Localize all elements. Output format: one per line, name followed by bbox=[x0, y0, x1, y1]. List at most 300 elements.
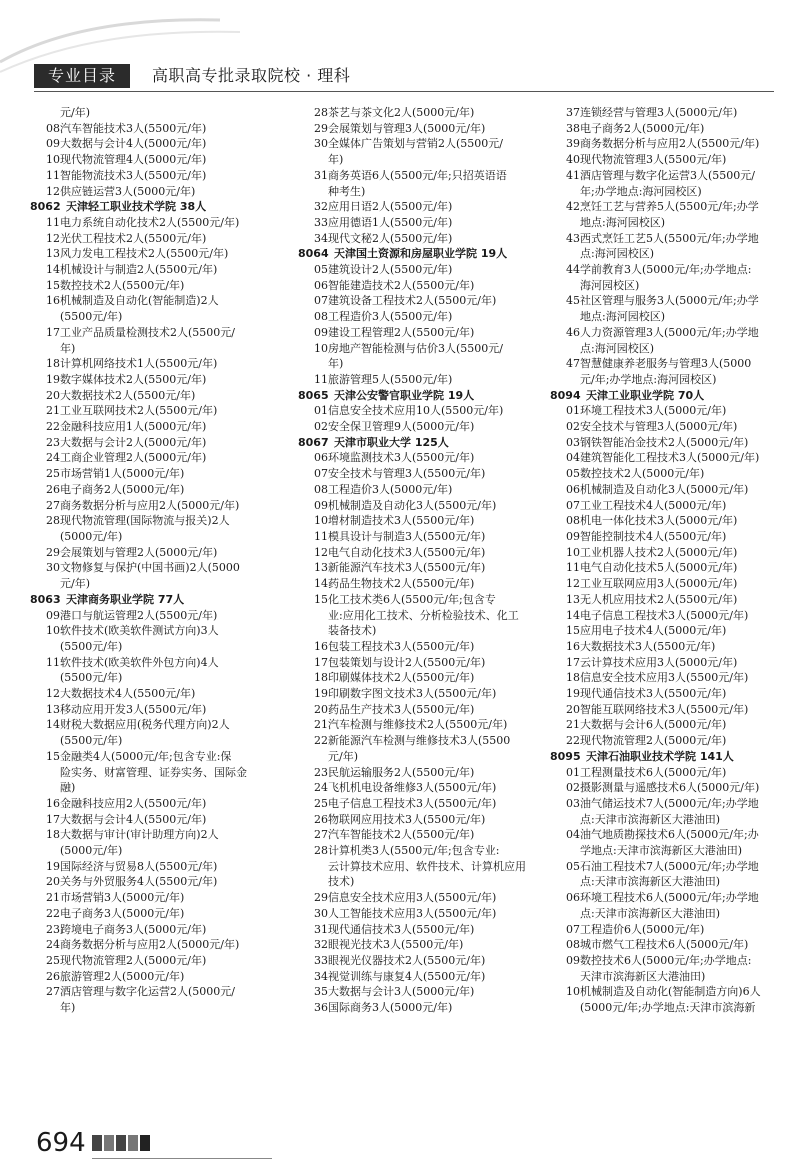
major-code: 46 bbox=[566, 325, 580, 339]
major-text: 大数据与会计4人(5500元/年) bbox=[60, 812, 207, 826]
major-code: 18 bbox=[46, 828, 60, 842]
major-entry bbox=[298, 953, 536, 969]
major-entry bbox=[30, 545, 270, 561]
major-code: 23 bbox=[314, 765, 328, 779]
major-code: 22 bbox=[46, 906, 60, 920]
major-code: 28 bbox=[46, 514, 60, 528]
major-entry bbox=[30, 482, 270, 498]
major-text: 机电一体化技术3人(5000元/年) bbox=[580, 514, 738, 528]
major-code: 17 bbox=[566, 655, 580, 669]
major-entry bbox=[30, 121, 270, 137]
major-code: 30 bbox=[314, 906, 328, 920]
major-text: 工程测量技术6人(5000元/年) bbox=[580, 765, 727, 779]
major-code: 17 bbox=[46, 812, 60, 826]
major-text: 现代文秘2人(5500元/年) bbox=[328, 231, 453, 245]
major-text: 学前教育3人(5000元/年;办学地点: bbox=[580, 263, 752, 277]
major-code: 27 bbox=[314, 828, 328, 842]
major-entry bbox=[298, 231, 536, 247]
major-text-continuation: 元/年) bbox=[60, 106, 90, 119]
major-code: 21 bbox=[566, 718, 580, 732]
school-name: 天津石油职业技术学院 141人 bbox=[586, 749, 734, 763]
major-entry bbox=[550, 136, 790, 152]
major-code: 18 bbox=[46, 357, 60, 371]
major-text: 安全技术与管理3人(5500元/年) bbox=[328, 467, 486, 481]
major-code: 01 bbox=[314, 404, 328, 418]
major-entry bbox=[550, 168, 790, 184]
major-entry bbox=[550, 262, 790, 278]
major-code: 10 bbox=[46, 153, 60, 167]
major-code: 05 bbox=[314, 263, 328, 277]
major-text: 软件技术(欧美软件测试方向)3人 bbox=[60, 624, 219, 638]
major-entry bbox=[30, 812, 270, 828]
major-code: 19 bbox=[314, 687, 328, 701]
major-code: 29 bbox=[46, 545, 60, 559]
major-text: 关务与外贸服务4人(5500元/年) bbox=[60, 875, 218, 889]
major-text-continuation: (5500元/年) bbox=[60, 671, 123, 685]
major-text: 电力系统自动化技术2人(5500元/年) bbox=[60, 215, 240, 229]
major-code: 29 bbox=[314, 891, 328, 905]
major-text: 现代通信技术3人(5500元/年) bbox=[580, 687, 727, 701]
major-code: 14 bbox=[46, 718, 60, 732]
major-text: 现代物流管理(国际物流与报关)2人 bbox=[60, 514, 230, 528]
major-code: 15 bbox=[314, 592, 328, 606]
major-text: 印刷媒体技术2人(5500元/年) bbox=[328, 671, 475, 685]
school-code: 8067 bbox=[298, 435, 329, 449]
major-code: 10 bbox=[314, 341, 328, 355]
major-entry bbox=[550, 608, 790, 624]
major-code: 24 bbox=[46, 451, 60, 465]
major-entry bbox=[30, 906, 270, 922]
major-entry bbox=[298, 984, 536, 1000]
major-code: 22 bbox=[46, 420, 60, 434]
major-text: 环境监测技术3人(5500元/年) bbox=[328, 451, 475, 465]
major-code: 08 bbox=[314, 482, 328, 496]
major-text: 计算机网络技术1人(5500元/年) bbox=[60, 357, 218, 371]
major-code: 41 bbox=[566, 168, 580, 182]
major-text: 化工技术类6人(5500元/年;包含专 bbox=[328, 592, 496, 606]
major-text: 工程造价3人(5000元/年) bbox=[328, 482, 453, 496]
major-text: 跨境电子商务3人(5000元/年) bbox=[60, 922, 207, 936]
major-code: 33 bbox=[314, 953, 328, 967]
major-entry bbox=[298, 843, 536, 859]
major-entry bbox=[30, 435, 270, 451]
major-code: 21 bbox=[46, 404, 60, 418]
major-entry bbox=[298, 890, 536, 906]
major-text: 信息安全技术应用3人(5500元/年) bbox=[328, 891, 497, 905]
major-text-continuation: 点:海河园校区) bbox=[580, 247, 654, 261]
major-code: 34 bbox=[314, 969, 328, 983]
major-code: 11 bbox=[46, 655, 60, 669]
major-entry bbox=[298, 262, 536, 278]
major-code: 06 bbox=[314, 451, 328, 465]
major-entry bbox=[30, 372, 270, 388]
school-code: 8095 bbox=[550, 749, 581, 763]
major-text: 药品生物技术2人(5500元/年) bbox=[328, 577, 475, 591]
major-code: 20 bbox=[46, 875, 60, 889]
major-code: 11 bbox=[46, 168, 60, 182]
major-code: 25 bbox=[46, 467, 60, 481]
major-text: 工业机器人技术2人(5000元/年) bbox=[580, 545, 738, 559]
major-text-continuation: 地点:海河园校区) bbox=[580, 310, 665, 324]
column-right bbox=[550, 105, 790, 1016]
major-text: 增材制造技术3人(5500元/年) bbox=[328, 514, 475, 528]
major-text-continuation: 元/年;办学地点:海河园校区) bbox=[580, 372, 717, 386]
major-text: 智能物流技术3人(5500元/年) bbox=[60, 168, 207, 182]
major-text: 环境工程技术3人(5000元/年) bbox=[580, 404, 727, 418]
major-entry bbox=[30, 231, 270, 247]
major-text: 油气储运技术7人(5000元/年;办学地 bbox=[580, 796, 759, 810]
major-code: 24 bbox=[314, 781, 328, 795]
major-text: 物联网应用技术3人(5500元/年) bbox=[328, 812, 486, 826]
major-entry bbox=[298, 498, 536, 514]
major-entry bbox=[550, 623, 790, 639]
major-text-continuation: (5000元/年;办学地点:天津市滨海新 bbox=[580, 1001, 756, 1015]
major-text-continuation: 装备技术) bbox=[328, 624, 377, 638]
major-text: 文物修复与保护(中国书画)2人(5000 bbox=[60, 561, 240, 575]
major-text: 建筑智能化工程技术3人(5000元/年) bbox=[580, 451, 760, 465]
header-title: 高职高专批录取院校 · 理科 bbox=[152, 66, 351, 85]
major-text-continuation: 点:天津市滨海新区大港油田) bbox=[580, 875, 720, 889]
major-code: 30 bbox=[46, 561, 60, 575]
major-entry bbox=[298, 686, 536, 702]
major-text-continuation: 云计算技术应用、软件技术、计算机应用 bbox=[328, 859, 526, 873]
major-text: 电子商务2人(5000元/年) bbox=[60, 482, 185, 496]
school-name: 天津公安警官职业学院 19人 bbox=[334, 388, 475, 402]
major-code: 07 bbox=[566, 922, 580, 936]
page-number-decoration bbox=[92, 1133, 150, 1153]
major-text-continuation: 点:天津市滨海新区大港油田) bbox=[580, 906, 720, 920]
major-code: 14 bbox=[314, 577, 328, 591]
major-entry bbox=[550, 152, 790, 168]
major-code: 07 bbox=[314, 467, 328, 481]
major-code: 10 bbox=[566, 985, 580, 999]
footer-rule bbox=[92, 1158, 272, 1159]
major-text: 数字媒体技术2人(5500元/年) bbox=[60, 372, 207, 386]
major-code: 01 bbox=[566, 404, 580, 418]
school-heading bbox=[298, 388, 536, 404]
major-code: 26 bbox=[46, 482, 60, 496]
major-entry bbox=[30, 356, 270, 372]
major-entry bbox=[550, 796, 790, 812]
major-code: 04 bbox=[566, 451, 580, 465]
major-text: 智慧健康养老服务与管理3人(5000 bbox=[580, 357, 752, 371]
major-entry bbox=[298, 372, 536, 388]
major-entry bbox=[30, 498, 270, 514]
major-text: 模具设计与制造3人(5500元/年) bbox=[328, 529, 486, 543]
major-code: 14 bbox=[566, 608, 580, 622]
major-text: 西式烹饪工艺5人(5500元/年;办学地 bbox=[580, 231, 759, 245]
major-text-continuation: 地点:海河园校区) bbox=[580, 215, 665, 229]
major-text-continuation: 技术) bbox=[328, 875, 355, 889]
major-text: 会展策划与管理3人(5000元/年) bbox=[328, 121, 486, 135]
major-code: 16 bbox=[566, 639, 580, 653]
major-text: 酒店管理与数字化运营3人(5500元/ bbox=[580, 168, 755, 182]
major-entry bbox=[298, 466, 536, 482]
major-text-continuation: 天津市滨海新区大港油田) bbox=[580, 969, 706, 983]
major-text: 茶艺与茶文化2人(5000元/年) bbox=[328, 106, 475, 119]
school-heading bbox=[30, 199, 270, 215]
major-entry bbox=[550, 293, 790, 309]
major-code: 35 bbox=[314, 985, 328, 999]
major-entry bbox=[298, 545, 536, 561]
major-entry bbox=[298, 639, 536, 655]
major-text: 工程造价6人(5000元/年) bbox=[580, 922, 705, 936]
major-code: 16 bbox=[314, 639, 328, 653]
major-entry bbox=[30, 466, 270, 482]
major-code: 02 bbox=[566, 781, 580, 795]
major-entry bbox=[30, 874, 270, 890]
major-entry bbox=[298, 969, 536, 985]
major-code: 05 bbox=[566, 467, 580, 481]
major-text-continuation: 业:应用化工技术、分析检验技术、化工 bbox=[328, 608, 519, 622]
major-code: 42 bbox=[566, 200, 580, 214]
major-text: 电子信息工程技术3人(5000元/年) bbox=[580, 608, 749, 622]
major-text: 信息安全技术应用10人(5500元/年) bbox=[328, 404, 504, 418]
major-text: 工商企业管理2人(5000元/年) bbox=[60, 451, 207, 465]
major-code: 40 bbox=[566, 153, 580, 167]
major-entry bbox=[30, 293, 270, 309]
major-entry bbox=[298, 560, 536, 576]
major-text: 应用电子技术4人(5000元/年) bbox=[580, 624, 727, 638]
major-text-continuation: (5000元/年) bbox=[60, 844, 123, 858]
major-entry bbox=[550, 639, 790, 655]
school-name: 天津商务职业学院 77人 bbox=[66, 592, 185, 606]
major-entry bbox=[550, 545, 790, 561]
major-entry bbox=[298, 1000, 536, 1016]
major-entry bbox=[298, 136, 536, 152]
major-text-continuation: 元/年) bbox=[328, 749, 358, 763]
major-text: 机械制造及自动化3人(5500元/年) bbox=[328, 498, 497, 512]
major-code: 06 bbox=[566, 482, 580, 496]
major-entry bbox=[30, 403, 270, 419]
major-text: 旅游管理2人(5000元/年) bbox=[60, 969, 185, 983]
major-text: 工业产品质量检测技术2人(5500元/ bbox=[60, 325, 235, 339]
major-text: 新能源汽车技术3人(5500元/年) bbox=[328, 561, 486, 575]
major-entry bbox=[30, 686, 270, 702]
major-text: 数控技术6人(5000元/年;办学地点: bbox=[580, 953, 752, 967]
major-text-continuation: 点:天津市滨海新区大港油田) bbox=[580, 812, 720, 826]
major-entry bbox=[30, 388, 270, 404]
major-code: 09 bbox=[46, 137, 60, 151]
school-name: 天津工业职业学院 70人 bbox=[586, 388, 705, 402]
major-code: 21 bbox=[46, 891, 60, 905]
major-text: 机械制造及自动化3人(5000元/年) bbox=[580, 482, 749, 496]
major-text: 眼视光技术3人(5500元/年) bbox=[328, 938, 464, 952]
major-code: 08 bbox=[566, 514, 580, 528]
major-entry bbox=[298, 215, 536, 231]
major-entry bbox=[550, 482, 790, 498]
major-text: 电气自动化技术3人(5500元/年) bbox=[328, 545, 486, 559]
major-text: 大数据与会计4人(5000元/年) bbox=[60, 137, 207, 151]
major-entry bbox=[550, 670, 790, 686]
major-text: 人工智能技术应用3人(5500元/年) bbox=[328, 906, 497, 920]
major-code: 02 bbox=[566, 420, 580, 434]
major-entry bbox=[30, 419, 270, 435]
major-entry bbox=[298, 796, 536, 812]
school-heading bbox=[30, 592, 270, 608]
major-text: 智能互联网络技术3人(5500元/年) bbox=[580, 702, 749, 716]
major-code: 32 bbox=[314, 938, 328, 952]
major-text: 现代物流管理4人(5000元/年) bbox=[60, 153, 207, 167]
major-text: 市场营销1人(5000元/年) bbox=[60, 467, 185, 481]
major-entry bbox=[550, 984, 790, 1000]
major-text: 国际商务3人(5000元/年) bbox=[328, 1001, 453, 1015]
major-text: 建筑设计2人(5500元/年) bbox=[328, 263, 453, 277]
major-text-continuation: 种考生) bbox=[328, 184, 366, 198]
major-code: 10 bbox=[314, 514, 328, 528]
major-text: 数控技术2人(5000元/年) bbox=[580, 467, 705, 481]
major-code: 22 bbox=[314, 734, 328, 748]
major-text: 信息安全技术应用3人(5500元/年) bbox=[580, 671, 749, 685]
school-heading bbox=[298, 246, 536, 262]
major-text-continuation: 学地点:天津市滨海新区大港油田) bbox=[580, 844, 742, 858]
major-entry bbox=[550, 576, 790, 592]
major-text-continuation: (5500元/年) bbox=[60, 639, 123, 653]
section-tag: 专业目录 bbox=[34, 64, 130, 88]
major-text: 人力资源管理3人(5000元/年;办学地 bbox=[580, 325, 759, 339]
page-number: 694 bbox=[36, 1128, 86, 1158]
major-text: 汽车智能技术2人(5500元/年) bbox=[328, 828, 475, 842]
major-code: 12 bbox=[46, 687, 60, 701]
major-text: 城市燃气工程技术6人(5000元/年) bbox=[580, 938, 749, 952]
major-text: 工业互联网技术2人(5500元/年) bbox=[60, 404, 218, 418]
major-code: 12 bbox=[46, 184, 60, 198]
major-text: 大数据与会计2人(5000元/年) bbox=[60, 435, 207, 449]
major-text: 计算机类3人(5500元/年;包含专业: bbox=[328, 844, 500, 858]
major-entry bbox=[30, 136, 270, 152]
major-entry bbox=[298, 513, 536, 529]
major-code: 25 bbox=[46, 953, 60, 967]
major-code: 33 bbox=[314, 215, 328, 229]
major-entry bbox=[30, 262, 270, 278]
major-entry bbox=[298, 482, 536, 498]
major-text: 电气自动化技术5人(5000元/年) bbox=[580, 561, 738, 575]
major-entry bbox=[30, 278, 270, 294]
major-entry bbox=[550, 780, 790, 796]
major-entry bbox=[30, 184, 270, 200]
major-code: 14 bbox=[46, 263, 60, 277]
major-entry bbox=[298, 702, 536, 718]
major-entry bbox=[298, 419, 536, 435]
major-entry bbox=[298, 293, 536, 309]
major-code: 36 bbox=[314, 1001, 328, 1015]
major-code: 12 bbox=[566, 577, 580, 591]
major-entry bbox=[30, 827, 270, 843]
major-code: 30 bbox=[314, 137, 328, 151]
major-entry bbox=[550, 686, 790, 702]
major-text: 民航运输服务2人(5500元/年) bbox=[328, 765, 475, 779]
major-text-continuation: 海河园校区) bbox=[580, 278, 640, 292]
major-text: 飞机机电设备维修3人(5500元/年) bbox=[328, 781, 497, 795]
major-text: 大数据技术3人(5500元/年) bbox=[580, 639, 716, 653]
major-text: 会展策划与管理2人(5000元/年) bbox=[60, 545, 218, 559]
major-text: 机械设计与制造2人(5500元/年) bbox=[60, 263, 218, 277]
major-text: 光伏工程技术2人(5500元/年) bbox=[60, 231, 207, 245]
major-entry bbox=[550, 592, 790, 608]
major-text-continuation: (5500元/年) bbox=[60, 734, 123, 748]
major-code: 20 bbox=[566, 702, 580, 716]
major-text: 社区管理与服务3人(5000元/年;办学 bbox=[580, 294, 759, 308]
major-entry bbox=[30, 702, 270, 718]
major-entry bbox=[30, 969, 270, 985]
major-text: 电子商务3人(5000元/年) bbox=[60, 906, 185, 920]
major-text: 应用日语2人(5500元/年) bbox=[328, 200, 453, 214]
major-code: 26 bbox=[314, 812, 328, 826]
major-entry bbox=[550, 922, 790, 938]
major-code: 20 bbox=[314, 702, 328, 716]
major-text-continuation: 点:海河园校区) bbox=[580, 341, 654, 355]
major-code: 23 bbox=[46, 435, 60, 449]
school-code: 8062 bbox=[30, 200, 61, 214]
major-entry bbox=[550, 403, 790, 419]
major-entry bbox=[550, 105, 790, 121]
major-text: 国际经济与贸易8人(5500元/年) bbox=[60, 859, 218, 873]
major-entry bbox=[30, 450, 270, 466]
major-text: 应用德语1人(5500元/年) bbox=[328, 215, 453, 229]
major-code: 20 bbox=[46, 388, 60, 402]
major-entry bbox=[550, 435, 790, 451]
major-code: 04 bbox=[566, 828, 580, 842]
major-entry bbox=[298, 733, 536, 749]
major-entry bbox=[298, 199, 536, 215]
major-entry bbox=[550, 121, 790, 137]
major-text: 现代物流管理2人(5000元/年) bbox=[60, 953, 207, 967]
major-entry bbox=[30, 922, 270, 938]
major-code: 32 bbox=[314, 200, 328, 214]
major-code: 39 bbox=[566, 137, 580, 151]
major-text: 汽车智能技术3人(5500元/年) bbox=[60, 121, 207, 135]
major-text: 现代通信技术3人(5500元/年) bbox=[328, 922, 475, 936]
major-entry bbox=[30, 953, 270, 969]
major-entry bbox=[298, 670, 536, 686]
major-text-continuation: 年;办学地点:海河园校区) bbox=[580, 184, 702, 198]
major-text: 金融类4人(5000元/年;包含专业:保 bbox=[60, 749, 232, 763]
major-entry bbox=[550, 702, 790, 718]
major-code: 16 bbox=[46, 796, 60, 810]
major-entry bbox=[550, 513, 790, 529]
school-heading bbox=[550, 388, 790, 404]
major-code: 26 bbox=[46, 969, 60, 983]
major-entry bbox=[298, 655, 536, 671]
major-text: 无人机应用技术2人(5500元/年) bbox=[580, 592, 738, 606]
major-code: 13 bbox=[46, 247, 60, 261]
major-code: 08 bbox=[314, 310, 328, 324]
major-entry bbox=[30, 152, 270, 168]
major-text-continuation: 融) bbox=[60, 781, 76, 795]
major-code: 45 bbox=[566, 294, 580, 308]
major-entry bbox=[550, 937, 790, 953]
major-entry bbox=[298, 450, 536, 466]
column-left bbox=[30, 105, 270, 1016]
major-text: 港口与航运管理2人(5500元/年) bbox=[60, 608, 218, 622]
major-entry bbox=[30, 560, 270, 576]
major-code: 38 bbox=[566, 121, 580, 135]
major-text: 烹饪工艺与营养5人(5500元/年;办学 bbox=[580, 200, 759, 214]
major-entry bbox=[298, 309, 536, 325]
major-code: 15 bbox=[46, 278, 60, 292]
major-entry bbox=[30, 246, 270, 262]
major-code: 18 bbox=[314, 671, 328, 685]
major-text: 油气地质勘探技术6人(5000元/年;办 bbox=[580, 828, 759, 842]
major-entry bbox=[298, 922, 536, 938]
major-entry bbox=[550, 356, 790, 372]
major-text-continuation: 元/年) bbox=[60, 577, 90, 591]
major-text: 金融科技应用1人(5000元/年) bbox=[60, 420, 207, 434]
major-text: 大数据技术4人(5500元/年) bbox=[60, 687, 196, 701]
major-entry bbox=[30, 608, 270, 624]
major-entry bbox=[298, 937, 536, 953]
school-name: 天津国土资源和房屋职业学院 19人 bbox=[334, 247, 508, 261]
